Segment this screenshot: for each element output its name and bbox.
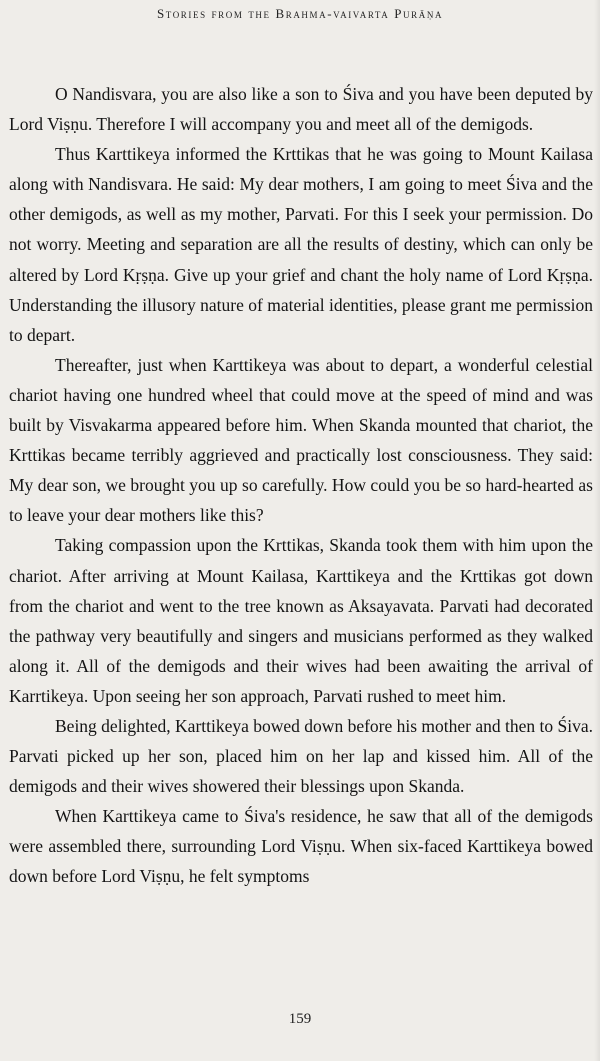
paragraph-4: Taking compassion upon the Krttikas, Skanda took them with him upon the chariot. After arriving at Mount Kailasa, Karttikeya and the Krttikas got down from the chariot and went to the tree known as Aksayavata. Parvati had decorated the pathway very beautifully and singers and musicians performed as they walked along it. All of the demigods and their wives had been awaiting the arrival of Karrtikeya. Upon seeing her son approach, Parvati rushed to meet him. xyxy=(9,535,593,706)
running-head: Stories from the Brahma-vaivarta Purāṇa xyxy=(156,6,444,21)
paragraph-1: O Nandisvara, you are also like a son to Śiva and you have been deputed by Lord Viṣṇu. Therefore I will accompany you and meet all of the demigods. xyxy=(9,84,593,135)
paragraph-6: When Karttikeya came to Śiva's residence, he saw that all of the demigods were assembled there, surrounding Lord Viṣṇu. When six-faced Karttikeya bowed down before Lord Viṣṇu, he felt symptoms xyxy=(9,806,593,887)
body-text xyxy=(9,79,593,892)
page-number: 159 xyxy=(288,1011,312,1027)
paragraph-3: Thereafter, just when Karttikeya was about to depart, a wonderful celestial chariot having one hundred wheel that could move at the speed of mind and was built by Visvakarma appeared before him. When Skanda mounted that chariot, the Krttikas became terribly aggrieved and practically lost consciousness. They said: My dear son, we brought you up so carefully. How could you be so hard-hearted as to leave your dear mothers like this? xyxy=(9,354,593,526)
paragraph-2: Thus Karttikeya informed the Krttikas that he was going to Mount Kailasa along with Nandisvara. He said: My dear mothers, I am going to meet Śiva and the other demigods, as well as my mother, Parvati. For this I seek your permission. Do not worry. Meeting and separation are all the results of destiny, which can only be altered by Lord Kṛṣṇa. Give up your grief and chant the holy name of Lord Kṛṣṇa. Understanding the illusory nature of material identities, please grant me permission to depart. xyxy=(9,144,593,345)
page-edge-shadow xyxy=(594,0,600,1061)
paragraph-5: Being delighted, Karttikeya bowed down before his mother and then to Śiva. Parvati picked up her son, placed him on her lap and kissed him. All of the demigods and their wives showered their blessings upon Skanda. xyxy=(9,715,593,797)
